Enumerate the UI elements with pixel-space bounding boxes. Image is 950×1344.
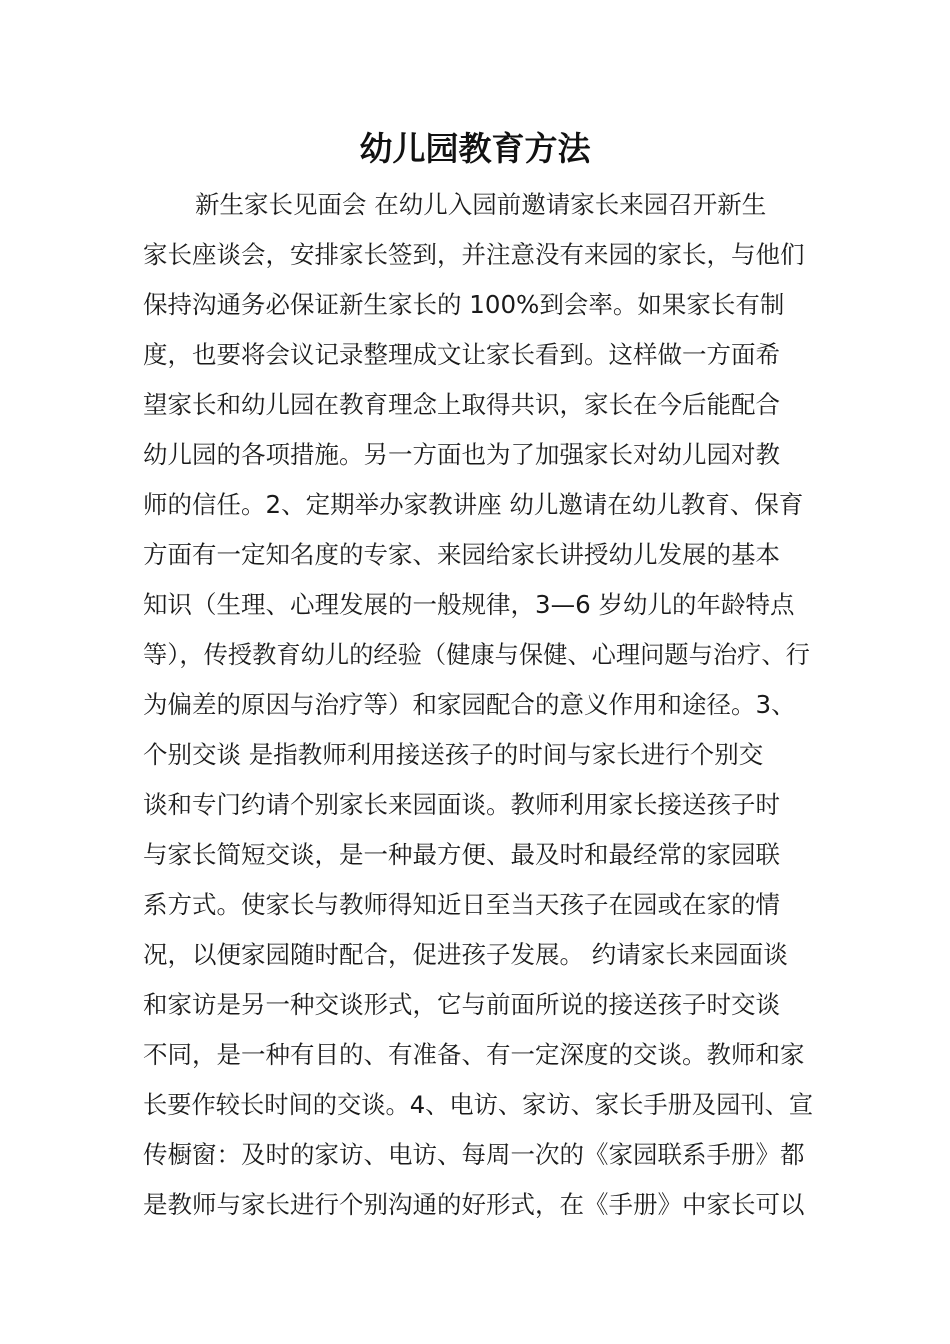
text-line: 知识（生理、心理发展的一般规律，3—6 岁幼儿的年龄特点 bbox=[143, 590, 795, 619]
text-line: 个别交谈 是指教师利用接送孩子的时间与家长进行个别交 bbox=[143, 740, 764, 769]
text-line: 为偏差的原因与治疗等）和家园配合的意义作用和途径。3、 bbox=[143, 690, 796, 719]
text-line: 等），传授教育幼儿的经验（健康与保健、心理问题与治疗、行 bbox=[143, 640, 810, 669]
text-line: 谈和专门约请个别家长来园面谈。教师利用家长接送孩子时 bbox=[143, 790, 780, 819]
text-line: 望家长和幼儿园在教育理念上取得共识，家长在今后能配合 bbox=[143, 390, 780, 419]
text-line: 幼儿园的各项措施。另一方面也为了加强家长对幼儿园对教 bbox=[143, 440, 780, 469]
text-line: 和家访是另一种交谈形式，它与前面所说的接送孩子时交谈 bbox=[143, 990, 780, 1019]
text-line: 是教师与家长进行个别沟通的好形式，在《手册》中家长可以 bbox=[143, 1190, 805, 1219]
text-line: 况，以便家园随时配合，促进孩子发展。 约请家长来园面谈 bbox=[143, 940, 788, 969]
document-title: 幼儿园教育方法 bbox=[359, 129, 591, 168]
text-line: 方面有一定知名度的专家、来园给家长讲授幼儿发展的基本 bbox=[143, 540, 780, 569]
text-line: 新生家长见面会 在幼儿入园前邀请家长来园召开新生 bbox=[195, 190, 767, 219]
text-line: 长要作较长时间的交谈。4、电访、家访、家长手册及园刊、宣 bbox=[143, 1090, 814, 1119]
text-line: 与家长简短交谈，是一种最方便、最及时和最经常的家园联 bbox=[143, 840, 780, 869]
text-line: 保持沟通务必保证新生家长的 100%到会率。如果家长有制 bbox=[143, 290, 785, 319]
text-line: 家长座谈会，安排家长签到，并注意没有来园的家长，与他们 bbox=[143, 240, 805, 269]
text-line: 系方式。使家长与教师得知近日至当天孩子在园或在家的情 bbox=[143, 890, 780, 919]
body-paragraph bbox=[143, 180, 813, 1230]
text-line: 不同，是一种有目的、有准备、有一定深度的交谈。教师和家 bbox=[143, 1040, 805, 1069]
text-line: 度，也要将会议记录整理成文让家长看到。这样做一方面希 bbox=[143, 340, 780, 369]
text-line: 师的信任。2、定期举办家教讲座 幼儿邀请在幼儿教育、保育 bbox=[143, 490, 804, 519]
text-line: 传橱窗：及时的家访、电访、每周一次的《家园联系手册》都 bbox=[143, 1140, 805, 1169]
